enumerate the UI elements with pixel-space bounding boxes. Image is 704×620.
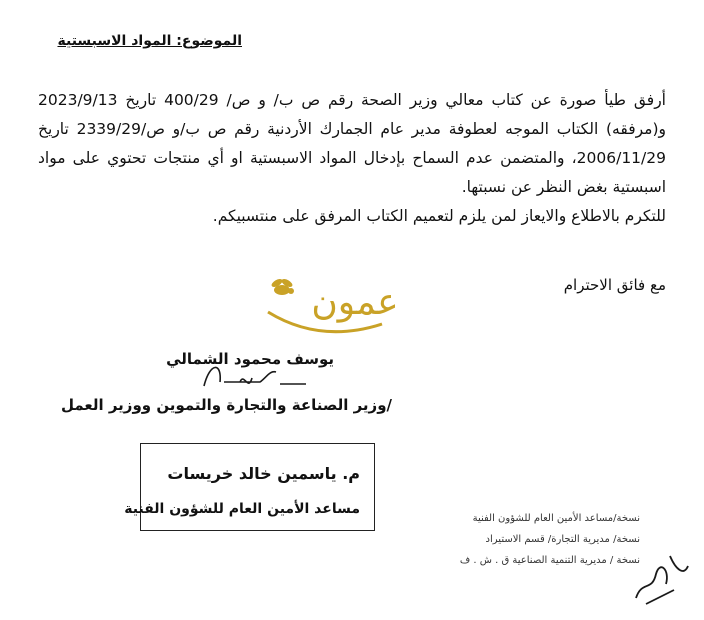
letter-subject: الموضوع: المواد الاسبستية (57, 33, 242, 49)
letter-body (38, 86, 666, 231)
copies-list (460, 508, 640, 571)
bee-icon (270, 277, 294, 295)
closing-line: مع فائق الاحترام (563, 276, 666, 294)
body-paragraph-2: للتكرم بالاطلاع والايعاز لمن يلزم لتعميم الكتاب المرفق على منتسبيكم. (212, 207, 666, 225)
handwritten-initials (626, 540, 694, 610)
body-paragraph-1: أرفق طيأ صورة عن كتاب معالي وزير الصحة رقم ص ب/ و ص/ 400/29 تاريخ 2023/9/13 و(مرفقه) الكتاب الموجه لعطوفة مدير عام الجمارك الأردنية رقم ص ب/و ص/2339/29 تاريخ 2006/11/29، والمتضمن عدم السماح بإدخال المواد الاسبستية او أي منتجات تحتوي على مواد اسبستية بغض النظر عن نسبتها. (38, 91, 666, 196)
signatory-title: /وزير الصناعة والتجارة والتموين ووزير العمل (60, 396, 392, 414)
copy-line: نسخة/مساعد الأمين العام للشؤون الفنية (472, 513, 640, 524)
official-stamp (124, 443, 375, 531)
stamp-name: م. ياسمين خالد خريسات (167, 464, 360, 483)
signatory-name: يوسف محمود الشمالي (166, 350, 334, 368)
copy-line: نسخة/ مديرية التجارة/ قسم الاستيراد (485, 534, 640, 545)
handwritten-signature (200, 352, 310, 396)
copy-line: نسخة / مديرية التنمية الصناعية ق . ش . ف (459, 555, 640, 566)
stamp-title: مساعد الأمين العام للشؤون الفنية (124, 501, 360, 517)
ammon-watermark-logo (260, 272, 450, 342)
svg-text:عمون: عمون (311, 282, 399, 323)
